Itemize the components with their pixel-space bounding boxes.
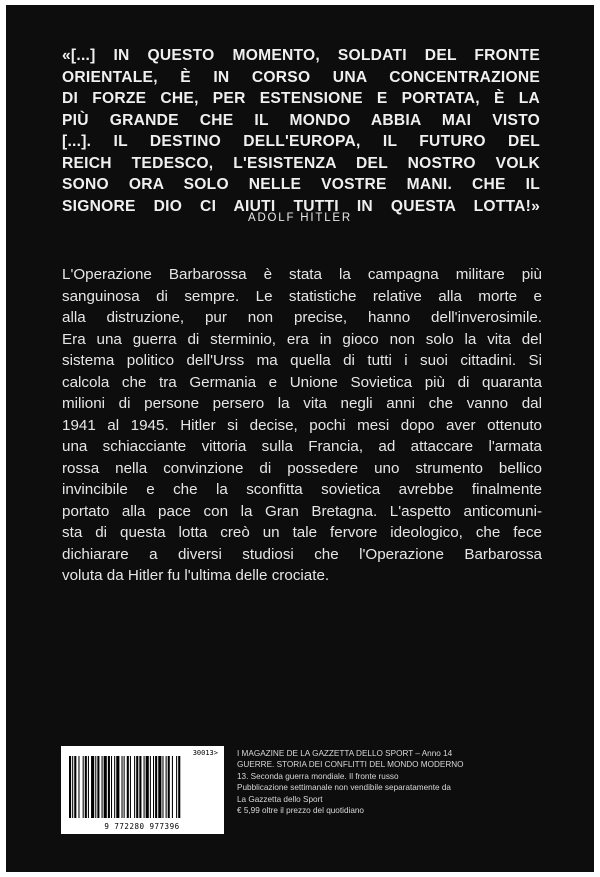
imprint-line: € 5,99 oltre il prezzo del quotidiano bbox=[237, 806, 364, 816]
quote-author: ADOLF HITLER bbox=[247, 212, 353, 224]
barcode-bar bbox=[178, 756, 180, 818]
description-line: sta di questa lotta creò un tale fervore ideologico, che fece bbox=[62, 524, 542, 541]
barcode-bar bbox=[72, 756, 73, 818]
barcode-bar bbox=[155, 756, 157, 818]
quote-line: SIGNORE DIO CI AIUTI TUTTI IN QUESTA LOTTA!» bbox=[62, 197, 540, 215]
imprint-line: GUERRE. STORIA DEI CONFLITTI DEL MONDO MODERNO bbox=[237, 760, 464, 770]
description-line: voluta da Hitler fu l'ultima delle crociate. bbox=[62, 567, 330, 584]
barcode-bar bbox=[136, 756, 138, 818]
barcode-bar bbox=[78, 756, 79, 818]
barcode-bar bbox=[166, 756, 167, 818]
barcode-bar bbox=[83, 756, 84, 818]
quote-line: REICH TEDESCO, L'ESISTENZA DEL NOSTRO VOLK bbox=[62, 154, 540, 172]
barcode-bar bbox=[91, 756, 94, 818]
barcode-bar bbox=[139, 756, 141, 818]
barcode-bar bbox=[102, 756, 103, 818]
quote-line: SONO ORA SOLO NELLE VOSTRE MANI. CHE IL bbox=[62, 176, 540, 193]
barcode-bar bbox=[114, 756, 115, 818]
barcode-number: 9 772280 977396 bbox=[104, 822, 180, 831]
barcode-bar bbox=[104, 756, 107, 818]
description-line: invincibile e che la sconfitta sovietica avrebbe finalmente bbox=[62, 481, 542, 498]
barcode bbox=[61, 746, 224, 834]
barcode-bar bbox=[146, 756, 149, 818]
barcode-bar bbox=[134, 756, 135, 818]
description-line: milioni di persone persero la vita negli anni che vanno dal bbox=[62, 395, 542, 412]
imprint-line: 13. Seconda guerra mondiale. Il fronte russo bbox=[237, 771, 399, 781]
barcode-bars bbox=[67, 756, 219, 818]
barcode-bar bbox=[122, 756, 123, 818]
barcode-bar bbox=[158, 756, 161, 818]
quote-line: [...]. IL DESTINO DELL'EUROPA, IL FUTURO DEL bbox=[62, 133, 540, 150]
description-line: 1941 al 1945. Hitler si decise, pochi mesi dopo aver ottenuto bbox=[62, 416, 542, 434]
barcode-bar bbox=[85, 756, 87, 818]
description-line: L'Operazione Barbarossa è stata la campagna militare più bbox=[62, 266, 542, 283]
barcode-bar bbox=[69, 756, 71, 818]
barcode-bar bbox=[172, 756, 173, 818]
publication-imprint bbox=[237, 748, 557, 816]
barcode-bar bbox=[168, 756, 170, 818]
barcode-bar bbox=[108, 756, 110, 818]
description-line: rossa nella convinzione di possedere uno strumento bellico bbox=[62, 459, 542, 477]
barcode-bar bbox=[162, 756, 163, 818]
barcode-bar bbox=[127, 756, 129, 818]
barcode-bar bbox=[150, 756, 151, 818]
barcode-bar bbox=[124, 756, 125, 818]
hitler-quote bbox=[62, 45, 540, 217]
barcode-supplement: 30013> bbox=[192, 749, 218, 757]
barcode-bar bbox=[144, 756, 145, 818]
description-line: una schiacciante vittoria sulla Francia, ad attaccare l'armata bbox=[62, 438, 542, 455]
quote-line: DI FORZE CHE, PER ESTENSIONE E PORTATA, È LA bbox=[62, 90, 540, 107]
description-line: sanguinosa di sempre. Le statistiche relative alla morte e bbox=[62, 287, 542, 305]
barcode-bar bbox=[116, 756, 119, 818]
barcode-bar bbox=[88, 756, 89, 818]
quote-line: «[...] IN QUESTO MOMENTO, SOLDATI DEL FRONTE bbox=[62, 47, 540, 64]
barcode-bar bbox=[130, 756, 131, 818]
description-line: sistema politico dell'Urss ma quella di tutti i suoi cittadini. Si bbox=[62, 352, 542, 369]
back-cover bbox=[6, 5, 594, 872]
quote-line: PIÙ GRANDE CHE IL MONDO ABBIA MAI VISTO bbox=[62, 111, 540, 129]
barcode-bar bbox=[97, 756, 99, 818]
description-line: calcola che tra Germania e Unione Sovietica più di quaranta bbox=[62, 373, 542, 391]
imprint-line: Pubblicazione settimanale non vendibile separatamente da bbox=[237, 783, 451, 793]
barcode-bar bbox=[111, 756, 112, 818]
quote-line: ORIENTALE, È IN CORSO UNA CONCENTRAZIONE bbox=[62, 68, 540, 86]
description-line: Era una guerra di sterminio, era in gioco non solo la vita del bbox=[62, 330, 542, 348]
barcode-bar bbox=[176, 756, 177, 818]
imprint-line: I MAGAZINE DE LA GAZZETTA DELLO SPORT – Anno 14 bbox=[237, 749, 453, 758]
description-text bbox=[62, 264, 542, 587]
description-line: dichiarare a diversi studiosi che l'Operazione Barbarossa bbox=[62, 545, 542, 563]
description-line: alla distruzione, pur non precise, hanno dell'inverosimile. bbox=[62, 309, 542, 326]
barcode-bar bbox=[95, 756, 96, 818]
barcode-bar bbox=[153, 756, 154, 818]
barcode-bar bbox=[74, 756, 76, 818]
imprint-line: La Gazzetta dello Sport bbox=[237, 794, 323, 804]
description-line: portato alla pace con la Gran Bretagna. L'aspetto anticomuni- bbox=[62, 502, 542, 520]
